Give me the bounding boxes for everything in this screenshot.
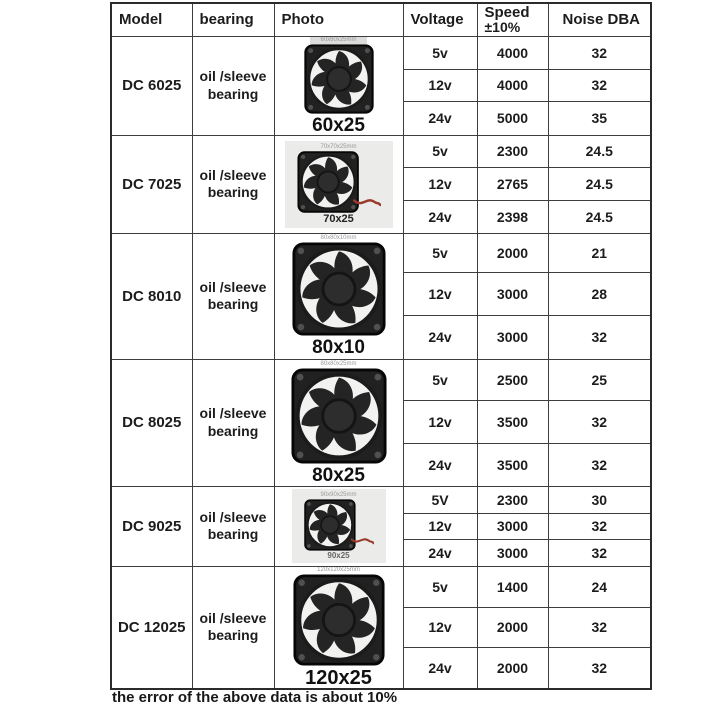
fan-photo-dc6025 [304,44,374,114]
fan-photo-dc8025 [291,368,387,464]
col-header-photo: Photo [274,3,403,36]
photo-caption-dc9025: 90x90x25mm [320,492,357,498]
voltage-cell: 5v [403,36,477,69]
model-cell-dc12025: DC 12025 [111,566,192,689]
fan-photo-dc7025 [297,151,381,213]
speed-header-line2: ±10% [484,19,521,36]
voltage-cell: 5V [403,486,477,513]
photo-caption-dc8010: 80x80x10mm [320,235,357,241]
speed-cell: 2500 [477,359,548,400]
photo-cell-dc9025 [274,486,403,566]
photo-caption-dc7025: 70x70x25mm [320,143,357,150]
col-header-noise: Noise DBA [548,3,651,36]
photo-label-dc8010: 80x10 [312,337,365,358]
bearing-cell-dc12025: oil /sleeve bearing [192,566,274,689]
voltage-cell: 12v [403,513,477,539]
col-header-bearing: bearing [192,3,274,36]
model-cell-dc9025: DC 9025 [111,486,192,566]
voltage-cell: 12v [403,167,477,200]
speed-cell: 4000 [477,36,548,69]
voltage-cell: 24v [403,539,477,566]
model-cell-dc7025: DC 7025 [111,135,192,233]
noise-cell: 35 [548,102,651,135]
photo-caption-dc6025: 60x60x25mm [310,37,366,44]
voltage-cell: 24v [403,102,477,135]
speed-cell: 2000 [477,233,548,272]
footer-note: the error of the above data is about 10% [112,689,398,703]
speed-cell: 2398 [477,200,548,233]
bearing-cell-dc6025: oil /sleeve bearing [192,36,274,135]
photo-cell-dc12025 [274,566,403,689]
noise-cell: 30 [548,486,651,513]
photo-label-dc6025: 60x25 [312,114,365,135]
photo-cell-dc6025 [274,36,403,135]
table-row [111,359,651,400]
table-row [111,486,651,513]
table-row [111,135,651,167]
photo-label-dc12025: 120x25 [305,666,372,689]
voltage-cell: 12v [403,400,477,443]
photo-label-dc8025: 80x25 [312,464,365,486]
noise-cell: 21 [548,233,651,272]
noise-cell: 24 [548,566,651,607]
noise-cell: 32 [548,315,651,359]
voltage-cell: 24v [403,200,477,233]
speed-cell: 3000 [477,272,548,315]
noise-cell: 32 [548,607,651,647]
voltage-cell: 5v [403,233,477,272]
voltage-cell: 24v [403,647,477,688]
photo-label-dc9025: 90x25 [327,551,350,560]
photo-caption-dc12025: 120x120x25mm [317,566,360,573]
speed-cell: 1400 [477,566,548,607]
table-row [111,36,651,69]
photo-caption-dc8025: 80x80x25mm [320,360,357,367]
voltage-cell: 12v [403,272,477,315]
noise-cell: 32 [548,647,651,688]
voltage-cell: 5v [403,566,477,607]
fan-spec-table [110,2,652,690]
fan-photo-dc8010 [292,242,386,336]
speed-header-line1: Speed [484,4,530,22]
photo-cell-dc8025 [274,359,403,486]
photo-background [292,489,386,563]
voltage-cell: 12v [403,69,477,101]
photo-cell-dc7025 [274,135,403,233]
voltage-cell: 24v [403,315,477,359]
speed-cell: 2300 [477,135,548,167]
bearing-cell-dc7025: oil /sleeve bearing [192,135,274,233]
bearing-cell-dc8025: oil /sleeve bearing [192,359,274,486]
noise-cell: 32 [548,36,651,69]
bearing-cell-dc8010: oil /sleeve bearing [192,233,274,359]
noise-cell: 32 [548,539,651,566]
voltage-cell: 12v [403,607,477,647]
noise-cell: 24.5 [548,135,651,167]
col-header-model: Model [111,3,192,36]
noise-cell: 25 [548,359,651,400]
bearing-cell-dc9025: oil /sleeve bearing [192,486,274,566]
header-row [111,3,651,36]
speed-cell: 3500 [477,400,548,443]
noise-cell: 32 [548,400,651,443]
photo-label-dc7025: 70x25 [323,212,354,225]
table-row [111,233,651,272]
model-cell-dc6025: DC 6025 [111,36,192,135]
col-header-speed [477,3,548,36]
photo-cell-dc8010 [274,233,403,359]
speed-cell: 3000 [477,513,548,539]
noise-cell: 32 [548,69,651,101]
model-cell-dc8025: DC 8025 [111,359,192,486]
table-row [111,566,651,607]
speed-cell: 3000 [477,315,548,359]
speed-cell: 2300 [477,486,548,513]
photo-background [285,141,393,228]
speed-cell: 3000 [477,539,548,566]
voltage-cell: 5v [403,135,477,167]
speed-cell: 2000 [477,647,548,688]
speed-cell: 4000 [477,69,548,101]
speed-cell: 2000 [477,607,548,647]
noise-cell: 32 [548,443,651,486]
voltage-cell: 5v [403,359,477,400]
fan-photo-dc12025 [293,574,385,666]
noise-cell: 24.5 [548,200,651,233]
noise-cell: 24.5 [548,167,651,200]
speed-cell: 5000 [477,102,548,135]
col-header-voltage: Voltage [403,3,477,36]
noise-cell: 28 [548,272,651,315]
speed-cell: 2765 [477,167,548,200]
fan-photo-dc9025 [304,499,374,551]
voltage-cell: 24v [403,443,477,486]
model-cell-dc8010: DC 8010 [111,233,192,359]
speed-cell: 3500 [477,443,548,486]
noise-cell: 32 [548,513,651,539]
